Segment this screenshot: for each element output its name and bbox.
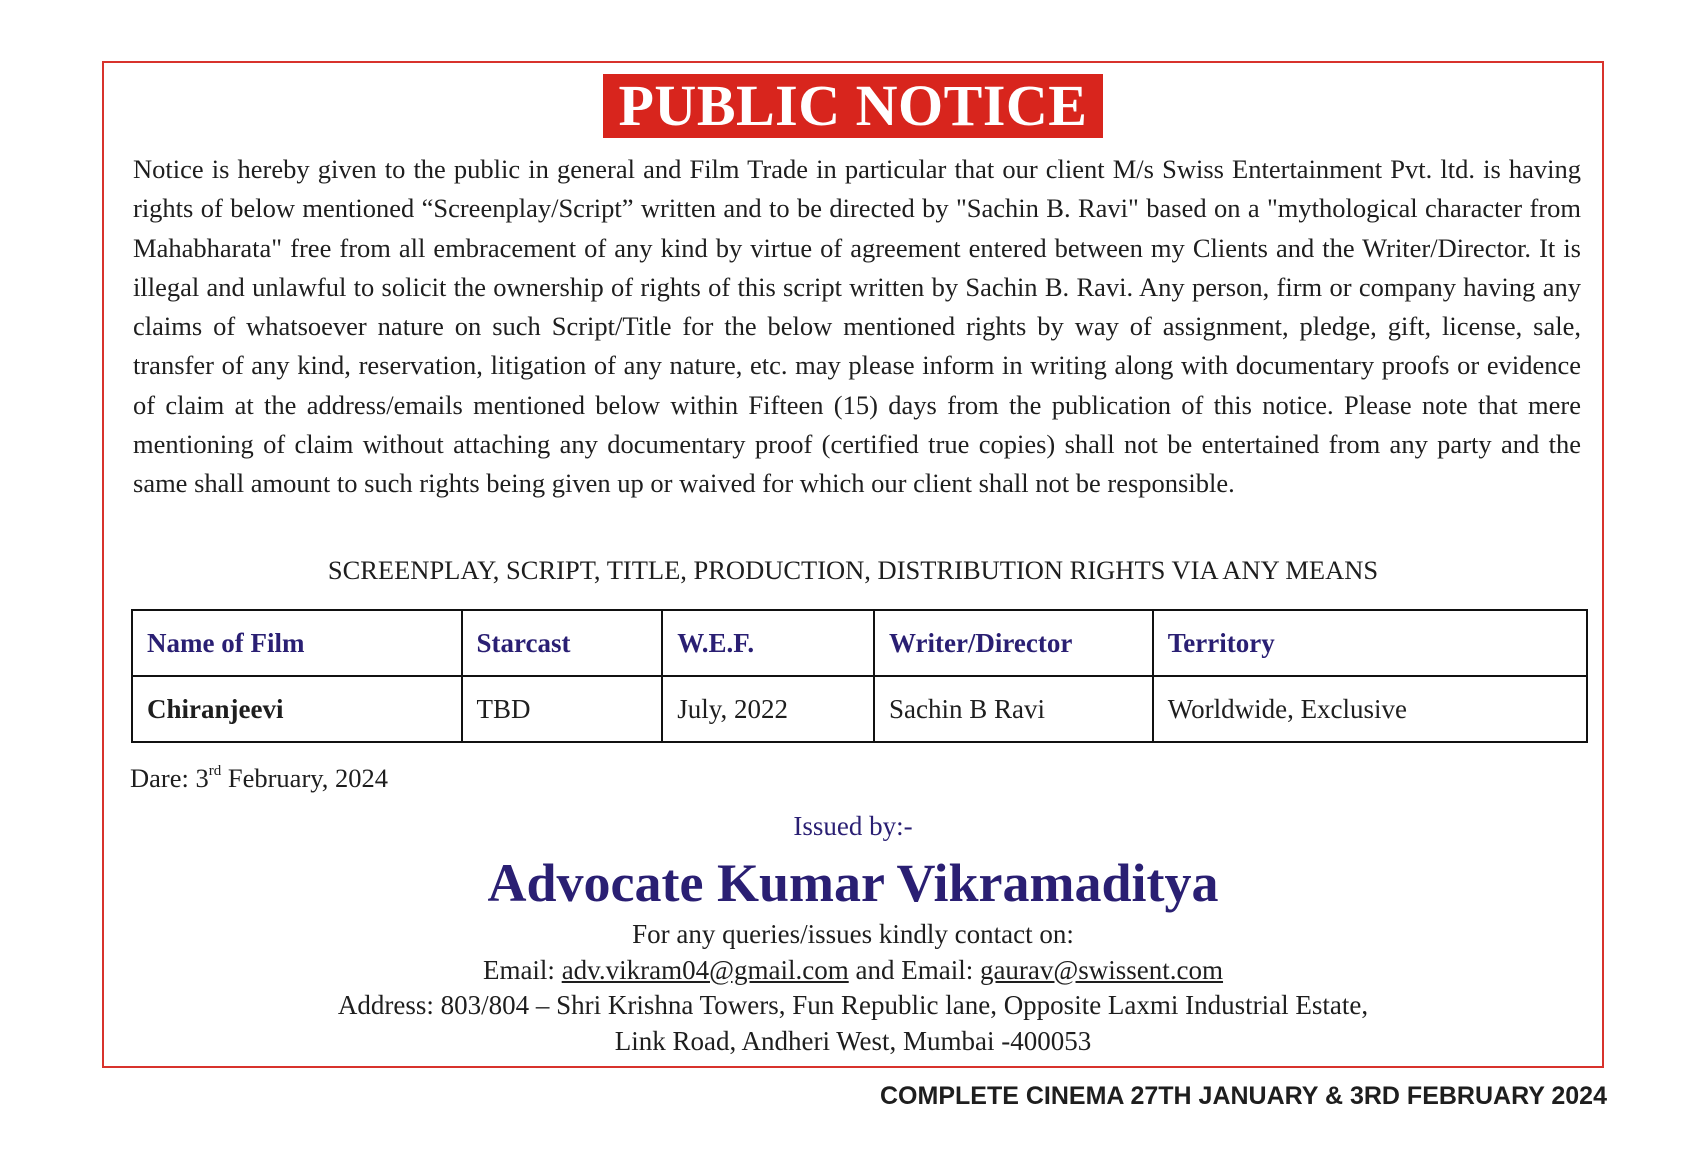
advocate-name: Advocate Kumar Vikramaditya — [487, 853, 1219, 913]
contact-line: For any queries/issues kindly contact on: — [632, 919, 1074, 949]
notice-body: Notice is hereby given to the public in general and Film Trade in particular that our client M/s Swiss Entertainment Pvt. ltd. is having rights of below mentioned “Screenplay/Script” written and to be directed by "Sachin B. Ravi" based on a "mythological character from Mahabharata" free from all embracement of any kind by virtue of agreement entered between my Clients and the Writer/Director. It is illegal and unlawful to solicit the ownership of rights of this script written by Sachin B. Ravi. Any person, firm or company having any claims of whatsoever nature on such Script/Title for the below mentioned rights by way of assignment, pledge, gift, license, sale, transfer of any kind, reservation, litigation of any nature, etc. may please inform in writing along with documentary proofs or evidence of claim at the address/emails mentioned below within Fifteen (15) days from the publication of this notice. Please note that mere mentioning of claim without attaching any documentary proof (certified true copies) shall not be entertained from any party and the same shall amount to such rights being given up or waived for which our client shall not be responsible. — [133, 154, 1581, 499]
film-table — [131, 609, 1588, 743]
publication-footer: COMPLETE CINEMA 27TH JANUARY & 3RD FEBRUARY 2024 — [880, 1082, 1607, 1110]
date-rest: February, 2024 — [221, 763, 389, 793]
email-label-2: and Email: — [848, 954, 980, 985]
cell-writer-director: Sachin B Ravi — [874, 676, 1153, 742]
header-wef: W.E.F. — [662, 610, 874, 676]
contact-block — [104, 917, 1602, 1059]
header-territory: Territory — [1153, 610, 1587, 676]
rights-heading: SCREENPLAY, SCRIPT, TITLE, PRODUCTION, DISTRIBUTION RIGHTS VIA ANY MEANS — [327, 555, 1379, 585]
table-header-row — [132, 610, 1587, 676]
notice-title: PUBLIC NOTICE — [603, 74, 1104, 138]
notice-frame — [102, 61, 1604, 1068]
email-link-1[interactable]: adv.vikram04@gmail.com — [561, 954, 849, 985]
cell-film-name: Chiranjeevi — [132, 676, 462, 742]
date-prefix: Dare: 3 — [130, 763, 209, 793]
address-line-2: Link Road, Andheri West, Mumbai -400053 — [614, 1025, 1092, 1056]
cell-territory: Worldwide, Exclusive — [1153, 676, 1587, 742]
table-row — [132, 676, 1587, 742]
cell-wef: July, 2022 — [662, 676, 874, 742]
title-wrap — [104, 74, 1602, 138]
header-writer-director: Writer/Director — [874, 610, 1153, 676]
header-name-of-film: Name of Film — [132, 610, 462, 676]
issued-by: Issued by:- — [793, 811, 913, 841]
cell-starcast: TBD — [462, 676, 663, 742]
date-suffix: rd — [208, 763, 222, 779]
address-line-1: Address: 803/804 – Shri Krishna Towers, Fun Republic lane, Opposite Laxmi Industrial Estate, — [337, 990, 1369, 1020]
email-label-1: Email: — [482, 954, 562, 985]
email-link-2[interactable]: gaurav@swissent.com — [979, 954, 1224, 985]
email-line — [104, 953, 1602, 989]
header-starcast: Starcast — [462, 610, 663, 676]
notice-date — [130, 763, 388, 794]
